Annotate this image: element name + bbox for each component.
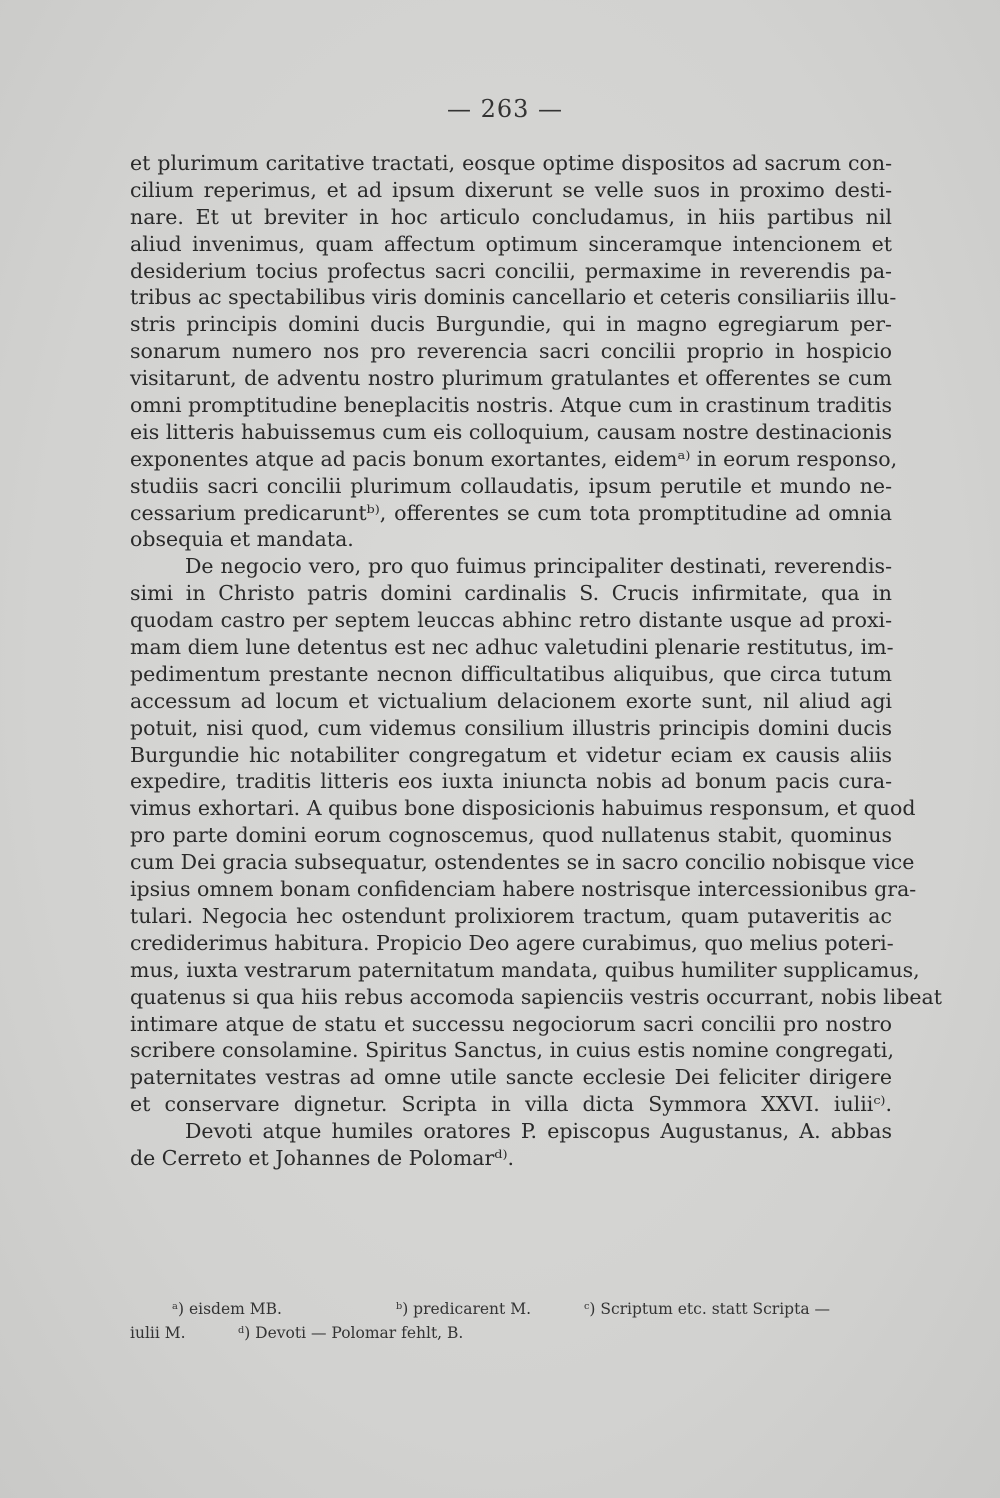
footnote-b: ᵇ) predicarent M. [396, 1300, 531, 1318]
text-line: stris principis domini ducis Burgundie, qui in magno egregiarum per- [130, 312, 892, 337]
text-line: studiis sacri concilii plurimum collaudatis, ipsum perutile et mundo ne- [130, 473, 892, 498]
text-line: ipsius omnem bonam confidenciam habere nostrisque intercessionibus gra- [130, 877, 917, 902]
text-line: quatenus si qua hiis rebus accomoda sapienciis vestris occurrant, nobis libeat [130, 984, 942, 1009]
text-line: expedire, traditis litteris eos iuxta iniuncta nobis ad bonum pacis cura- [130, 769, 892, 794]
text-line: potuit, nisi quod, cum videmus consilium illustris principis domini ducis [130, 715, 892, 740]
text-line: cessarium predicaruntᵇ⁾, offerentes se cum tota promptitudine ad omnia [130, 500, 892, 525]
text-line: Burgundie hic notabiliter congregatum et videtur eciam ex causis aliis [130, 742, 892, 767]
text-line: desiderium tocius profectus sacri concilii, permaxime in reverendis pa- [130, 258, 892, 283]
page-number: — 263 — [446, 95, 564, 123]
text-line: et conservare dignetur. Scripta in villa dicta Symmora XXVI. iuliiᶜ⁾. [130, 1092, 892, 1117]
text-line: intimare atque de statu et successu negociorum sacri concilii pro nostro [130, 1011, 892, 1036]
text-line: tulari. Negocia hec ostendunt prolixiorem tractum, quam putaveritis ac [130, 903, 892, 928]
text-line: mus, iuxta vestrarum paternitatum mandata, quibus humiliter supplicamus, [130, 957, 920, 982]
text-line: tribus ac spectabilibus viris dominis cancellario et ceteris consiliariis illu- [130, 285, 897, 310]
text-line: sonarum numero nos pro reverencia sacri concilii proprio in hospicio [130, 339, 892, 364]
body-text [130, 150, 942, 1172]
text-line: simi in Christo patris domini cardinalis S. Crucis infirmitate, qua in [130, 581, 892, 606]
text-line: cum Dei gracia subsequatur, ostendentes se in sacro concilio nobisque vice [130, 850, 915, 875]
text-line: obsequia et mandata. [130, 527, 354, 552]
footnote-a: ᵃ) eisdem MB. [172, 1300, 282, 1318]
footnote-c: ᶜ) Scriptum etc. statt Scripta — [584, 1300, 830, 1318]
text-line: quodam castro per septem leuccas abhinc retro distante usque ad proxi- [130, 608, 892, 633]
text-line: De negocio vero, pro quo fuimus principaliter destinati, reverendis- [185, 554, 892, 579]
text-line: eis litteris habuissemus cum eis colloquium, causam nostre destinacionis [130, 419, 892, 444]
text-line: cilium reperimus, et ad ipsum dixerunt se velle suos in proximo desti- [130, 177, 892, 202]
text-line: crediderimus habitura. Propicio Deo agere curabimus, quo melius poteri- [130, 930, 894, 955]
text-line: et plurimum caritative tractati, eosque optime dispositos ad sacrum con- [130, 151, 892, 175]
text-line: visitarunt, de adventu nostro plurimum gratulantes et offerentes se cum [130, 366, 892, 391]
text-line: accessum ad locum et victualium delacionem exorte sunt, nil aliud agi [130, 688, 892, 713]
text-line: exponentes atque ad pacis bonum exortantes, eidemᵃ⁾ in eorum responso, [130, 446, 898, 471]
footnote-d: ᵈ) Devoti — Polomar fehlt, B. [238, 1324, 464, 1342]
text-line: de Cerreto et Johannes de Polomarᵈ⁾. [130, 1145, 515, 1170]
text-line: vimus exhortari. A quibus bone disposicionis habuimus responsum, et quod [130, 796, 916, 821]
text-line: scribere consolamine. Spiritus Sanctus, in cuius estis nomine congregati, [130, 1038, 894, 1063]
footnote-c-continued: iulii M. [130, 1324, 186, 1342]
text-line: pedimentum prestante necnon difficultatibus aliquibus, que circa tutum [130, 661, 892, 686]
text-line: Devoti atque humiles oratores P. episcopus Augustanus, A. abbas [185, 1119, 892, 1144]
text-line: omni promptitudine beneplacitis nostris. Atque cum in crastinum traditis [130, 393, 892, 418]
text-line: pro parte domini eorum cognoscemus, quod nullatenus stabit, quominus [130, 823, 892, 848]
text-line: mam diem lune detentus est nec adhuc valetudini plenarie restitutus, im- [130, 635, 894, 660]
text-line: paternitates vestras ad omne utile sancte ecclesie Dei feliciter dirigere [130, 1065, 892, 1090]
text-line: aliud invenimus, quam affectum optimum sinceramque intencionem et [130, 231, 892, 256]
text-line: nare. Et ut breviter in hoc articulo concludamus, in hiis partibus nil [130, 204, 892, 229]
